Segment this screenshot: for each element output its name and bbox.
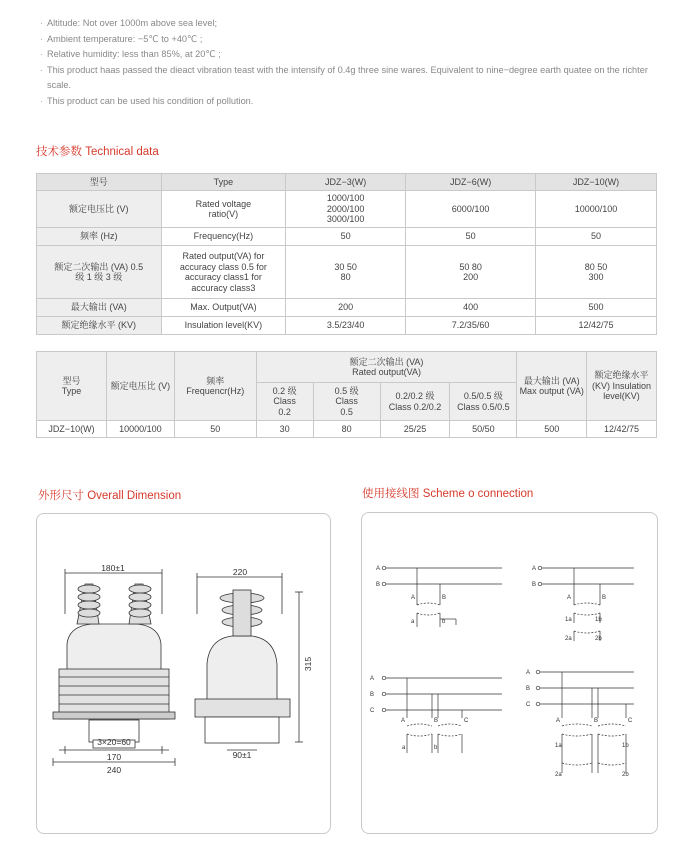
table-cell: 25/25	[380, 421, 450, 438]
table-cell: 6000/100	[406, 191, 536, 228]
note-item: · Altitude: Not over 1000m above sea level;	[40, 18, 218, 28]
table-header-row	[37, 174, 657, 191]
terminal-label: B	[594, 718, 599, 724]
row-label-en: Insulation level(KV)	[161, 317, 286, 335]
terminal-label: C	[526, 702, 531, 708]
dim-label: 170	[106, 752, 122, 762]
terminal-label: 2a	[555, 772, 562, 778]
table-cell: 50	[536, 228, 657, 246]
column-header: 型号 Type	[37, 352, 107, 421]
table-cell: 50	[286, 228, 406, 246]
table-cell: 30 50 80	[286, 246, 406, 299]
table-row	[37, 228, 657, 246]
terminal-label: A	[532, 566, 537, 572]
terminal-label: A	[556, 718, 561, 724]
column-header: 型号	[37, 174, 162, 191]
technical-data-title: 技术参数 Technical data	[36, 146, 159, 158]
table-cell: 50/50	[450, 421, 517, 438]
scheme-drawing	[362, 513, 659, 835]
dim-label: 3×20=60	[97, 737, 131, 747]
terminal-label: C	[628, 718, 633, 724]
dim-label: 240	[106, 765, 122, 775]
column-header: 0.2 级 Class 0.2	[256, 383, 313, 421]
table-cell: 3.5/23/40	[286, 317, 406, 335]
terminal-label: 1a	[565, 617, 572, 623]
column-header: Type	[161, 174, 286, 191]
row-label-en: Frequency(Hz)	[161, 228, 286, 246]
terminal-label: 1b	[622, 743, 629, 749]
column-header: 额定绝缘水平 (KV) Insulation level(KV)	[587, 352, 657, 421]
column-header: 频率 Frequencr(Hz)	[174, 352, 256, 421]
terminal-label: B	[602, 595, 607, 601]
column-header: JDZ−10(W)	[536, 174, 657, 191]
row-label-cn: 额定二次输出 (VA) 0.5 级 1 级 3 级	[37, 246, 162, 299]
terminal-label: 2b	[595, 636, 602, 642]
table-row	[37, 299, 657, 317]
terminal-label: B	[370, 692, 375, 698]
row-label-cn: 额定电压比 (V)	[37, 191, 162, 228]
terminal-label: B	[532, 582, 537, 588]
column-header: 额定电压比 (V)	[106, 352, 174, 421]
table-cell: JDZ−10(W)	[37, 421, 107, 438]
table-cell: 7.2/35/60	[406, 317, 536, 335]
terminal-label: A	[370, 676, 375, 682]
terminal-label: A	[411, 595, 416, 601]
column-header: 0.5 级 Class 0.5	[313, 383, 380, 421]
table-row	[37, 246, 657, 299]
terminal-label: B	[442, 595, 447, 601]
terminal-label: a	[402, 745, 406, 751]
terminal-label: A	[567, 595, 572, 601]
terminal-label: 1b	[595, 617, 602, 623]
note-item: · Relative humidity: less than 85%, at 20℃ ;	[40, 49, 221, 59]
terminal-label: C	[370, 708, 375, 714]
scheme-panel	[361, 512, 658, 834]
column-header: JDZ−6(W)	[406, 174, 536, 191]
table-cell: 80	[313, 421, 380, 438]
table-cell: 50	[174, 421, 256, 438]
row-label-cn: 最大输出 (VA)	[37, 299, 162, 317]
dim-label: 315	[303, 656, 313, 672]
terminal-label: A	[376, 566, 381, 572]
table-cell: 400	[406, 299, 536, 317]
column-header: 0.5/0.5 级 Class 0.5/0.5	[450, 383, 517, 421]
dimension-title: 外形尺寸 Overall Dimension	[38, 490, 182, 502]
table-row	[37, 421, 657, 438]
column-header: 最大输出 (VA) Max output (VA)	[517, 352, 587, 421]
terminal-label: 2b	[622, 772, 629, 778]
dimension-drawing	[37, 514, 332, 835]
row-label-cn: 频率 (Hz)	[37, 228, 162, 246]
terminal-label: b	[442, 619, 446, 625]
note-item: · This product haas passed the dieact vibration teast with the intensify of 0.4g three sine wares. Equivalent to nine−degree earth quatee on the richter scale.	[40, 64, 648, 90]
terminal-label: a	[411, 619, 415, 625]
dimension-panel	[36, 513, 331, 834]
table-cell: 1000/100 2000/100 3000/100	[286, 191, 406, 228]
table-cell: 12/42/75	[587, 421, 657, 438]
rated-output-table	[36, 351, 657, 438]
table-cell: 200	[286, 299, 406, 317]
table-row	[37, 317, 657, 335]
table-cell: 50	[406, 228, 536, 246]
scheme-title: 使用接线图 Scheme o connection	[362, 488, 534, 500]
terminal-label: 1a	[555, 743, 562, 749]
table-cell: 10000/100	[106, 421, 174, 438]
dim-label: 220	[232, 567, 248, 577]
table-cell: 80 50 300	[536, 246, 657, 299]
column-header: 0.2/0.2 级 Class 0.2/0.2	[380, 383, 450, 421]
terminal-label: A	[401, 718, 406, 724]
column-header: JDZ−3(W)	[286, 174, 406, 191]
column-header: 额定二次输出 (VA) Rated output(VA)	[256, 352, 517, 383]
dim-label: 180±1	[101, 563, 125, 573]
row-label-en: Rated voltage ratio(V)	[161, 191, 286, 228]
technical-data-table	[36, 173, 657, 335]
row-label-en: Max. Output(VA)	[161, 299, 286, 317]
terminal-label: b	[434, 745, 438, 751]
terminal-label: A	[526, 670, 531, 676]
dim-label: 90±1	[232, 750, 252, 760]
table-cell: 500	[517, 421, 587, 438]
table-cell: 10000/100	[536, 191, 657, 228]
note-item: · This product can be used his condition of pollution.	[40, 95, 254, 106]
terminal-label: B	[526, 686, 531, 692]
table-row	[37, 191, 657, 228]
terminal-label: 2a	[565, 636, 572, 642]
table-cell: 50 80 200	[406, 246, 536, 299]
terminal-label: B	[434, 718, 439, 724]
table-cell: 30	[256, 421, 313, 438]
row-label-cn: 额定绝缘水平 (KV)	[37, 317, 162, 335]
table-header-row	[37, 352, 657, 383]
note-item: · Ambient temperature: −5℃ to +40℃ ;	[40, 33, 203, 44]
row-label-en: Rated output(VA) for accuracy class 0.5 for accuracy class1 for accuracy class3	[161, 246, 286, 299]
table-cell: 12/42/75	[536, 317, 657, 335]
table-cell: 500	[536, 299, 657, 317]
terminal-label: C	[464, 718, 469, 724]
conditions-list	[40, 16, 660, 109]
terminal-label: B	[376, 582, 381, 588]
